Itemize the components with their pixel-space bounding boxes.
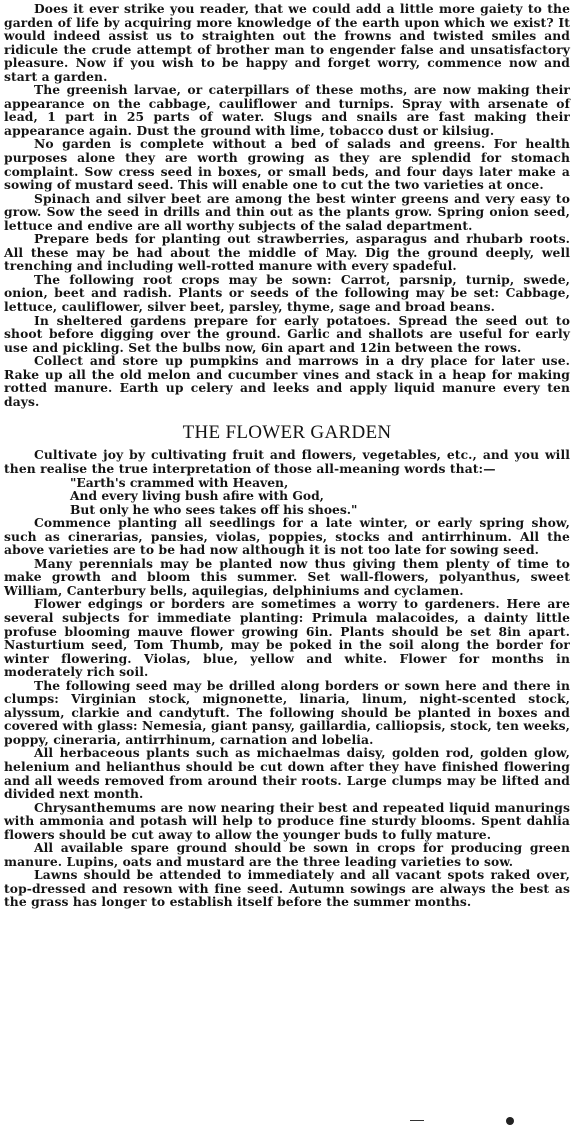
paragraph-intro-garden: Does it ever strike you reader, that we could add a little more gaiety to the garden of life by acquiring more knowledge of the earth upon which we exist? It would indeed assist us to straighten out the frowns and twisted smiles and ridicule the crude attempt of brother man to engender false and unsatisfactory pleasure. Now if you wish to be happy and forget worry, commence now and start a garden. xyxy=(4,1,570,84)
paragraph-perennials: Many perennials may be planted now thus giving them plenty of time to make growth and bloom this summer. Set wall-flowers, polyanthus, sweet William, Canterbury bells, aquilegias, delphiniums and cyclamen. xyxy=(4,555,570,598)
paragraph-herbaceous: All herbaceous plants such as michaelmas daisy, golden rod, golden glow, helenium and helianthus should be cut down after they have finished flowering and all weeds removed from around their roots. Large clumps may be lifted and divided next month. xyxy=(4,745,570,802)
paragraph-lawns: Lawns should be attended to immediately and all vacant spots raked over, top-dressed and resown with fine seed. Autumn sowings are always the best as the grass has longer to establish itself before the summer months. xyxy=(4,867,570,910)
paragraph-strawberries: Prepare beds for planting out strawberries, asparagus and rhubarb roots. All these may be had about the middle of May. Dig the ground deeply, well trenching and including well-rotted manure with every spadeful. xyxy=(4,231,570,274)
paragraph-potatoes: In sheltered gardens prepare for early potatoes. Spread the seed out to shoot before digging over the ground. Garlic and shallots are useful for early use and pickling. Set the bulbs now, 6in apart and 12in between the rows. xyxy=(4,312,570,355)
ink-blot-mark xyxy=(506,1117,514,1125)
article-column xyxy=(4,2,570,909)
paragraph-edgings: Flower edgings or borders are sometimes a worry to gardeners. Here are several subjects for immediate planting: Primula malacoides, a dainty little profuse blooming mauve flower growing 6in. Plants should be set 8in apart. Nasturtium seed, Tom Thumb, may be poked in the soil along the border for winter flowering. Violas, blue, yellow and white. Flower for months in moderately rich soil. xyxy=(4,596,570,680)
paragraph-seedlings: Commence planting all seedlings for a late winter, or early spring show, such as cinerarias, pansies, violas, poppies, stocks and antirrhinum. All the above varieties are to be had now although it is not too late for sowing seed. xyxy=(4,515,570,558)
poem-line: But only he who sees takes off his shoes." xyxy=(70,501,358,517)
paragraph-caterpillars: The greenish larvae, or caterpillars of these moths, are now making their appearance on the cabbage, cauliflower and turnips. Spray with arsenate of lead, 1 part in 25 parts of water. Slugs and snails are fast making their appearance again. Dust the ground with lime, tobacco dust or kilsiug. xyxy=(4,82,570,138)
paragraph-salads: No garden is complete without a bed of salads and greens. For health purposes alone they are worth growing as they are splendid for stomach complaint. Sow cress seed in boxes, or small beds, and four days later make a sowing of mustard seed. This will enable one to cut the two varieties at once. xyxy=(4,136,570,193)
paragraph-root-crops: The following root crops may be sown: Carrot, parsnip, turnip, swede, onion, beet and radish. Plants or seeds of the following may be set: Cabbage, lettuce, cauliflower, silver beet, parsley, thyme, sage and broad beans. xyxy=(4,271,570,315)
paragraph-borders-seed: The following seed may be drilled along borders or sown here and there in clumps: Virginian stock, mignonette, linaria, linum, night-scented stock, alyssum, clarkie and candytuft. The following should be planted in boxes and covered with glass: Nemesia, giant pansy, gaillardia, calliopsis, stock, ten weeks, poppy, cineraria, antirrhinum, carnation and lobelia. xyxy=(4,677,570,747)
poem-line: And every living bush afire with God, xyxy=(70,488,324,504)
paragraph-pumpkins: Collect and store up pumpkins and marrows in a dry place for later use. Rake up all the old melon and cucumber vines and stack in a heap for making rotted manure. Earth up celery and leeks and apply liquid manure every ten days. xyxy=(4,353,570,409)
paragraph-green-manure: All available spare ground should be sown in crops for producing green manure. Lupins, oats and mustard are the three leading varieties to sow. xyxy=(4,840,570,869)
paragraph-cultivate-joy: Cultivate joy by cultivating fruit and flowers, vegetables, etc., and you will then realise the true interpretation of those all-meaning words that:— xyxy=(4,447,570,476)
poem-line: "Earth's crammed with Heaven, xyxy=(70,474,289,490)
print-dash-mark xyxy=(410,1120,424,1121)
poem-quote xyxy=(4,476,570,517)
section-heading: THE FLOWER GARDEN xyxy=(182,422,392,444)
paragraph-spinach: Spinach and silver beet are among the best winter greens and very easy to grow. Sow the seed in drills and thin out as the plants grow. Spring onion seed, lettuce and endive are all worthy subjects of the salad department. xyxy=(4,190,570,233)
paragraph-chrysanthemums: Chrysanthemums are now nearing their best and repeated liquid manurings with ammonia and potash will help to produce fine sturdy blooms. Spent dahlia flowers should be cut away to allow the younger buds to fully mature. xyxy=(4,799,570,842)
